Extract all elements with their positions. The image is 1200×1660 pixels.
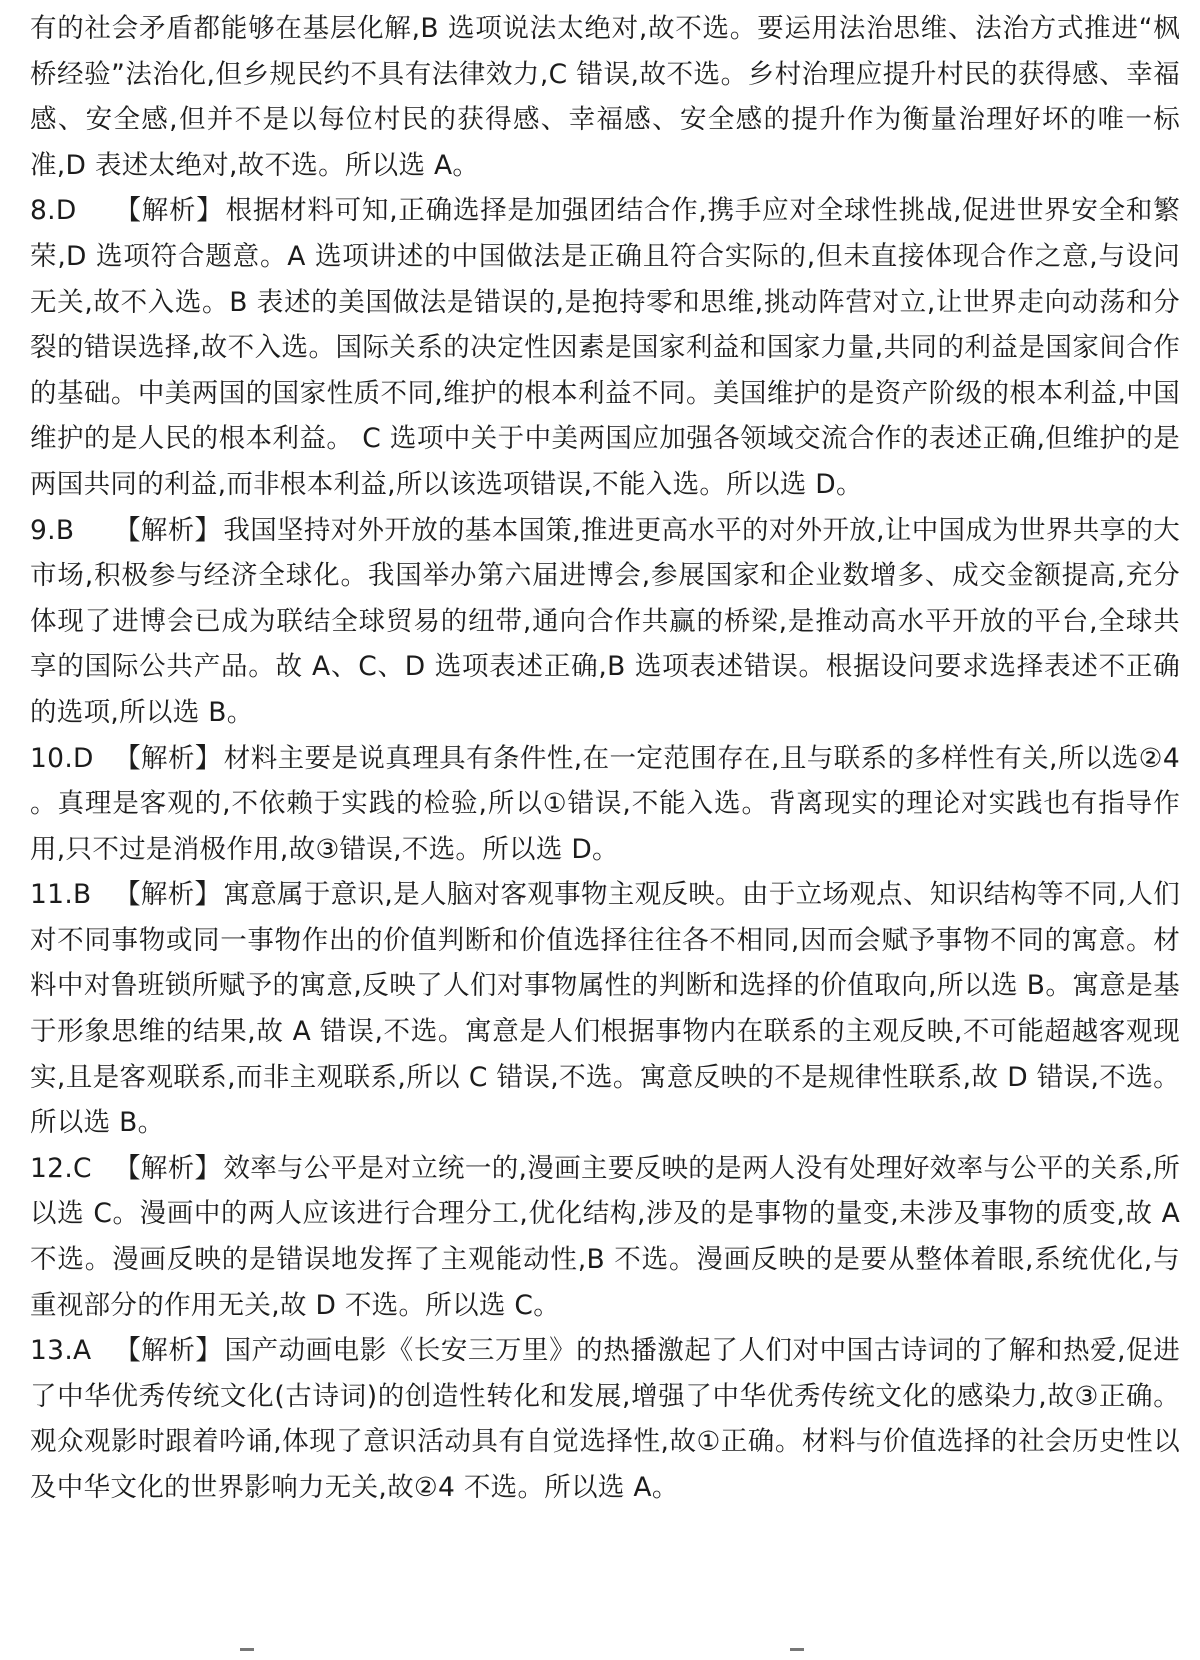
question-number: 9.B bbox=[30, 514, 75, 546]
paragraph-q8 bbox=[30, 188, 1180, 507]
scan-mark-right bbox=[790, 1648, 804, 1651]
answer-explanation-page bbox=[30, 6, 1180, 1511]
question-number: 13.A bbox=[30, 1335, 92, 1367]
analysis-tag: 【解析】 bbox=[114, 1335, 223, 1367]
question-number: 12.C bbox=[30, 1152, 92, 1184]
paragraph-q11 bbox=[30, 872, 1180, 1146]
paragraph-text: 国产动画电影《长安三万里》的热播激起了人们对中国古诗词的了解和热爱,促进了中华优秀传统文化(古诗词)的创造性转化和发展,增强了中华优秀传统文化的感染力,故③正确。观众观影时跟着吟诵,体现了意识活动具有自觉选择性,故①正确。材料与价值选择的社会历史性以及中华文化的世界影响力无关,故②4 不选。所以选 A。 bbox=[30, 1335, 1180, 1503]
paragraph-continuation bbox=[30, 6, 1180, 188]
paragraph-q13 bbox=[30, 1328, 1180, 1510]
scan-mark-left bbox=[240, 1648, 254, 1651]
analysis-tag: 【解析】 bbox=[114, 195, 224, 227]
question-number: 8.D bbox=[30, 195, 77, 227]
question-number: 11.B bbox=[30, 879, 92, 911]
paragraph-q9 bbox=[30, 508, 1180, 736]
analysis-tag: 【解析】 bbox=[114, 742, 222, 774]
analysis-tag: 【解析】 bbox=[114, 514, 222, 546]
paragraph-text: 效率与公平是对立统一的,漫画主要反映的是两人没有处理好效率与公平的关系,所以选 C。漫画中的两人应该进行合理分工,优化结构,涉及的是事物的量变,未涉及事物的质变,故 A 不选。漫画反映的是错误地发挥了主观能动性,B 不选。漫画反映的是要从整体着眼,系统优化,与重视部分的作用无关,故 D 不选。所以选 C。 bbox=[30, 1152, 1181, 1321]
paragraph-text: 寓意属于意识,是人脑对客观事物主观反映。由于立场观点、知识结构等不同,人们对不同事物或同一事物作出的价值判断和价值选择往往各不相同,因而会赋予事物不同的寓意。材料中对鲁班锁所赋予的寓意,反映了人们对事物属性的判断和选择的价值取向,所以选 B。寓意是基于形象思维的结果,故 A 错误,不选。寓意是人们根据事物内在联系的主观反映,不可能超越客观现实,且是客观联系,而非主观联系,所以 C 错误,不选。寓意反映的不是规律性联系,故 D 错误,不选。所以选 B。 bbox=[30, 879, 1181, 1139]
paragraph-q10 bbox=[30, 736, 1180, 873]
paragraph-text: 有的社会矛盾都能够在基层化解,B 选项说法太绝对,故不选。要运用法治思维、法治方式推进“枫桥经验”法治化,但乡规民约不具有法律效力,C 错误,故不选。乡村治理应提升村民的获得感、幸福感、安全感,但并不是以每位村民的获得感、幸福感、安全感的提升作为衡量治理好坏的唯一标准,D 表述太绝对,故不选。所以选 A。 bbox=[30, 13, 1180, 181]
analysis-tag: 【解析】 bbox=[114, 879, 222, 911]
question-number: 10.D bbox=[30, 742, 94, 774]
paragraph-text: 材料主要是说真理具有条件性,在一定范围存在,且与联系的多样性有关,所以选②4 。真理是客观的,不依赖于实践的检验,所以①错误,不能入选。背离现实的理论对实践也有指导作用,只不过是消极作用,故③错误,不选。所以选 D。 bbox=[30, 742, 1180, 865]
paragraph-q12 bbox=[30, 1146, 1180, 1328]
paragraph-text: 根据材料可知,正确选择是加强团结合作,携手应对全球性挑战,促进世界安全和繁荣,D 选项符合题意。A 选项讲述的中国做法是正确且符合实际的,但未直接体现合作之意,与设问无关,故不入选。B 表述的美国做法是错误的,是抱持零和思维,挑动阵营对立,让世界走向动荡和分裂的错误选择,故不入选。国际关系的决定性因素是国家利益和国家力量,共同的利益是国家间合作的基础。中美两国的国家性质不同,维护的根本利益不同。美国维护的是资产阶级的根本利益,中国维护的是人民的根本利益。 C 选项中关于中美两国应加强各领域交流合作的表述正确,但维护的是两国共同的利益,而非根本利益,所以该选项错误,不能入选。所以选 D。 bbox=[30, 195, 1181, 500]
analysis-tag: 【解析】 bbox=[114, 1152, 222, 1184]
paragraph-text: 我国坚持对外开放的基本国策,推进更高水平的对外开放,让中国成为世界共享的大市场,积极参与经济全球化。我国举办第六届进博会,参展国家和企业数增多、成交金额提高,充分体现了进博会已成为联结全球贸易的纽带,通向合作共赢的桥梁,是推动高水平开放的平台,全球共享的国际公共产品。故 A、C、D 选项表述正确,B 选项表述错误。根据设问要求选择表述不正确的选项,所以选 B。 bbox=[30, 514, 1181, 728]
